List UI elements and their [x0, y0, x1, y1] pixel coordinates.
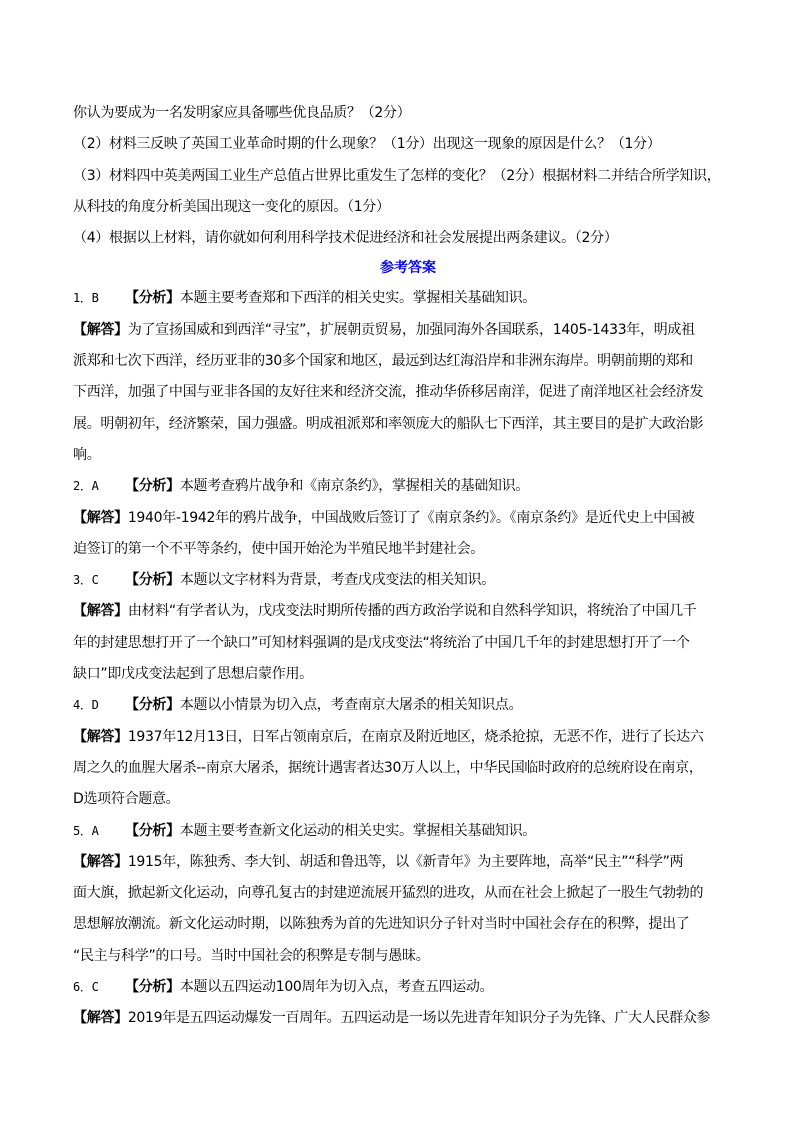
solution-text: 思想解放潮流。新文化运动时期，以陈独秀为首的先进知识分子针对当时中国社会存在的积弊，提出了: [73, 916, 690, 933]
solution-line: [73, 346, 743, 377]
question-line: 你认为要成为一名发明家应具备哪些优良品质？（2分）: [73, 105, 411, 121]
solution-line: [73, 1003, 743, 1034]
analysis-text: 本题主要考查新文化运动的相关史实。掌握相关基础知识。: [179, 822, 537, 839]
analysis-text: 本题以小情景为切入点，考查南京大屠杀的相关知识点。: [179, 697, 523, 714]
answer-number: 6．C: [73, 980, 99, 995]
question-line: （2）材料三反映了英国工业革命时期的什么现象？（1分）出现这一现象的原因是什么？（1分）: [73, 136, 661, 153]
solution-line: [73, 534, 743, 565]
answer-analysis-line: [73, 690, 743, 721]
answer-number: 1．B: [73, 291, 99, 306]
solution-tag: 【解答】: [73, 509, 128, 526]
solution-text: 周之久的血腥大屠杀--南京大屠杀，据统计遇害者达30万人以上，中华民国临时政府的总统府设在南京，: [73, 759, 703, 776]
analysis-tag: 【分析】: [125, 290, 180, 307]
question-line: 从科技的角度分析美国出现这一变化的原因。（1分）: [73, 198, 390, 215]
answer-analysis-line: [73, 565, 743, 596]
analysis-text: 本题主要考查郑和下西洋的相关史实。掌握相关基础知识。: [179, 290, 537, 307]
analysis-tag: 【分析】: [125, 478, 180, 495]
solution-text: 下西洋，加强了中国与亚非各国的友好往来和经济交流，推动华侨移居南洋，促进了南洋地区社会经济发: [73, 384, 704, 401]
analysis-tag: 【分析】: [125, 572, 180, 589]
answer-analysis-line: [73, 972, 743, 1003]
solution-line: [73, 847, 743, 878]
solution-text: 2019年是五四运动爆发一百周年。五四运动是一场以先进青年知识分子为先锋、广大人民群众参: [127, 1010, 711, 1027]
analysis-text: 本题以文字材料为背景，考查戊戌变法的相关知识。: [179, 572, 495, 589]
question-line: （3）材料四中英美两国工业生产总值占世界比重发生了怎样的变化？（2分）根据材料二并结合所学知识，: [73, 167, 721, 184]
answer-number: 2．A: [73, 479, 99, 494]
solution-text: D选项符合题意。: [73, 791, 180, 808]
solution-line: [73, 409, 743, 440]
solution-line: [73, 753, 743, 784]
analysis-text: 本题考查鸦片战争和《南京条约》，掌握相关的基础知识。: [179, 478, 530, 495]
analysis-tag: 【分析】: [125, 822, 180, 839]
analysis-text: 本题以五四运动100周年为切入点，考查五四运动。: [179, 979, 494, 996]
solution-line: [73, 784, 743, 815]
solution-text: “民主与科学”的口号。当时中国社会的积弊是专制与愚昧。: [73, 947, 430, 964]
solution-text: 缺口”即戊戌变法起到了思想启蒙作用。: [73, 666, 313, 683]
solution-text: 展。明朝初年，经济繁荣，国力强盛。明成祖派郑和率领庞大的船队七下西洋，其主要目的是扩大政治影: [73, 415, 704, 432]
solution-line: [73, 440, 743, 471]
answer-title: 参考答案: [380, 260, 436, 277]
solution-text: 派郑和七次下西洋，经历亚非的30多个国家和地区，最远到达红海沿岸和非洲东海岸。明朝前期的郑和: [73, 353, 694, 370]
solution-text: 1940年-1942年的鸦片战争，中国战败后签订了《南京条约》。《南京条约》是近代史上中国被: [127, 509, 695, 526]
solution-line: [73, 628, 743, 659]
solution-text: 迫签订的第一个不平等条约，使中国开始沦为半殖民地半封建社会。: [73, 540, 484, 557]
answer-analysis-line: [73, 283, 743, 314]
solution-text: 响。: [73, 446, 101, 463]
answer-number: 4．D: [73, 698, 99, 713]
analysis-tag: 【分析】: [125, 979, 180, 996]
answer-number: 3．C: [73, 573, 99, 588]
question-section: [73, 98, 743, 254]
answer-section: [73, 283, 743, 1034]
solution-tag: 【解答】: [73, 603, 128, 620]
answer-analysis-line: [73, 816, 743, 847]
solution-tag: 【解答】: [73, 728, 128, 745]
solution-line: [73, 377, 743, 408]
solution-line: [73, 941, 743, 972]
solution-tag: 【解答】: [73, 1010, 128, 1027]
solution-text: 1937年12月13日，日军占领南京后，在南京及附近地区，烧杀抢掠，无恶不作，进行了长达六: [127, 728, 704, 745]
solution-text: 由材料“有学者认为，戊戌变法时期所传播的西方政治学说和自然科学知识，将统治了中国几千: [127, 603, 697, 620]
document-body: [73, 98, 743, 1035]
solution-text: 为了宣扬国威和到西洋“寻宝”，扩展朝贡贸易，加强同海外各国联系，1405-1433年，明成祖: [127, 321, 695, 338]
solution-text: 面大旗，掀起新文化运动，向尊孔复古的封建逆流展开猛烈的进攻，从而在社会上掀起了一股生气勃勃的: [73, 885, 704, 902]
solution-tag: 【解答】: [73, 321, 128, 338]
analysis-tag: 【分析】: [125, 697, 180, 714]
solution-line: [73, 909, 743, 940]
solution-text: 年的封建思想打开了一个缺口”可知材料强调的是戊戌变法“将统治了中国几千年的封建思想打开了一个: [73, 634, 690, 651]
solution-line: [73, 315, 743, 346]
solution-line: [73, 659, 743, 690]
solution-line: [73, 722, 743, 753]
solution-line: [73, 878, 743, 909]
answer-number: 5．A: [73, 823, 99, 838]
solution-line: [73, 596, 743, 627]
question-line: （4）根据以上材料，请你就如何利用科学技术促进经济和社会发展提出两条建议。（2分）: [73, 230, 618, 247]
solution-tag: 【解答】: [73, 853, 128, 870]
answer-analysis-line: [73, 471, 743, 502]
solution-text: 1915年，陈独秀、李大钊、胡适和鲁迅等，以《新青年》为主要阵地，高举“民主”“科学”两: [127, 853, 684, 870]
solution-line: [73, 503, 743, 534]
